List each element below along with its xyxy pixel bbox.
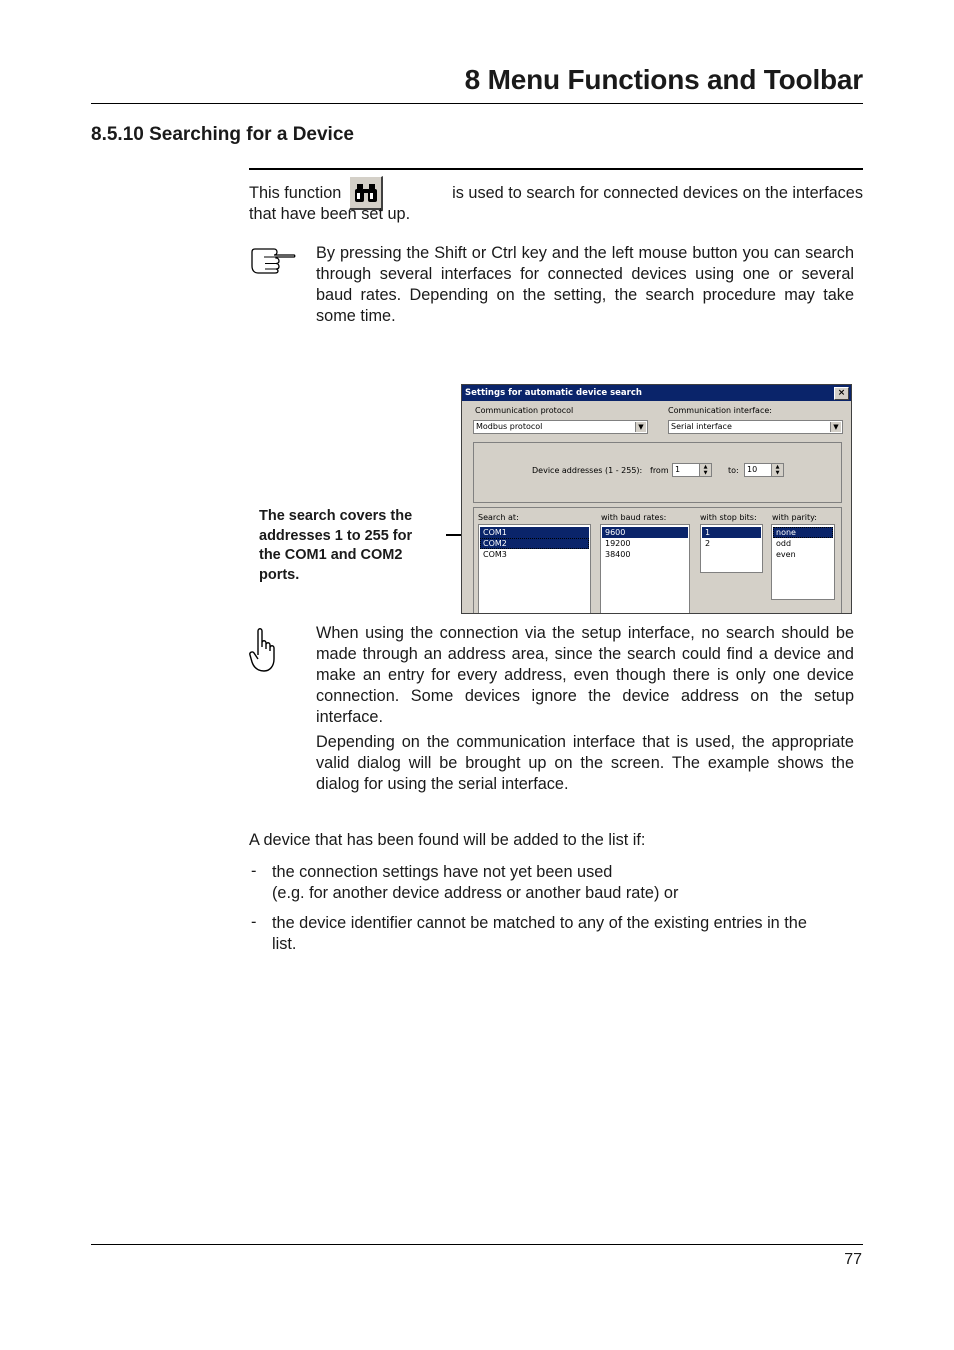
list-item[interactable]: COM2: [480, 538, 589, 549]
dialog-title: Settings for automatic device search: [465, 388, 642, 398]
footer-rule: [91, 1244, 863, 1245]
device-search-dialog: [461, 384, 852, 614]
protocol-select[interactable]: [473, 420, 648, 434]
stopbits-listbox[interactable]: [700, 524, 763, 573]
to-label: to:: [728, 466, 739, 475]
note-setup-interface: When using the connection via the setup interface, no search should be made through an address area, since the search could find a device and make an entry for every address, even though there is only one device connection. Some devices ignore the device address on the setup interface.: [316, 624, 854, 726]
dialog-titlebar: [462, 385, 851, 401]
parity-label: with parity:: [772, 513, 817, 522]
page-number: 77: [844, 1251, 862, 1268]
stopbits-label: with stop bits:: [700, 513, 757, 522]
parity-listbox[interactable]: [771, 524, 835, 600]
list-item[interactable]: odd: [776, 539, 792, 548]
list-item[interactable]: 1: [702, 527, 761, 538]
close-icon[interactable]: ×: [834, 387, 849, 400]
protocol-value: Modbus protocol: [476, 422, 543, 431]
list-item-line: (e.g. for another device address or another baud rate) or: [272, 884, 679, 902]
note-dialog-variant: Depending on the communication interface that is used, the appropriate valid dialog will be brought up on the screen. The example shows the dialog for using the serial interface.: [316, 733, 854, 793]
to-value: 10: [747, 465, 758, 474]
intro-text-before: This function: [249, 183, 342, 202]
list-item-line: list.: [272, 935, 297, 953]
search-callout: The search covers the addresses 1 to 255 for the COM1 and COM2 ports.: [259, 508, 413, 583]
list-item[interactable]: 9600: [602, 527, 688, 538]
to-spinner[interactable]: [744, 463, 784, 477]
list-item[interactable]: COM1: [480, 527, 589, 538]
protocol-label: Communication protocol: [475, 406, 574, 415]
section-title: 8.5.10 Searching for a Device: [91, 124, 354, 145]
spin-arrows-icon[interactable]: ▲ ▼: [699, 464, 711, 476]
list-item-line: the device identifier cannot be matched to any of the existing entries in the: [272, 914, 807, 932]
from-spinner[interactable]: [672, 463, 712, 477]
spin-arrows-icon[interactable]: ▲ ▼: [771, 464, 783, 476]
baud-label: with baud rates:: [601, 513, 667, 522]
list-item[interactable]: 19200: [605, 539, 631, 548]
list-item[interactable]: COM3: [483, 550, 507, 559]
search-at-label: Search at:: [478, 513, 519, 522]
list-item: [272, 913, 862, 955]
note-shift-ctrl: By pressing the Shift or Ctrl key and the left mouse button you can search through several interfaces for connected devices using one or several baud rates. Depending on the setting, the search procedure may take some time.: [316, 244, 854, 325]
list-item[interactable]: 2: [705, 539, 711, 548]
chevron-down-icon: ▼: [830, 422, 841, 432]
from-value: 1: [675, 465, 681, 474]
chevron-down-icon: ▼: [635, 422, 646, 432]
list-dash: -: [251, 913, 257, 931]
baud-listbox[interactable]: [600, 524, 690, 614]
address-label: Device addresses (1 - 255):: [532, 466, 643, 475]
ports-listbox[interactable]: [478, 524, 591, 614]
interface-select[interactable]: [668, 420, 843, 434]
chapter-title: 8 Menu Functions and Toolbar: [464, 64, 863, 95]
intro-text-line2: that have been set up.: [249, 205, 411, 223]
list-item-line: the connection settings have not yet been used: [272, 863, 613, 881]
interface-label: Communication interface:: [668, 406, 772, 415]
header-rule: [91, 103, 863, 104]
address-groupbox: [473, 442, 842, 503]
list-intro: A device that has been found will be added to the list if:: [249, 831, 646, 849]
interface-value: Serial interface: [671, 422, 732, 431]
list-item[interactable]: even: [776, 550, 796, 559]
list-item[interactable]: 38400: [605, 550, 631, 559]
from-label: from: [650, 466, 669, 475]
pointing-hand-icon: [250, 246, 296, 279]
list-dash: -: [251, 862, 257, 880]
list-item: [272, 862, 862, 904]
intro-text-after: is used to search for connected devices on the interfaces: [452, 183, 863, 202]
section-rule: [249, 168, 863, 170]
raised-hand-icon: [249, 625, 277, 678]
list-item[interactable]: none: [773, 527, 833, 538]
